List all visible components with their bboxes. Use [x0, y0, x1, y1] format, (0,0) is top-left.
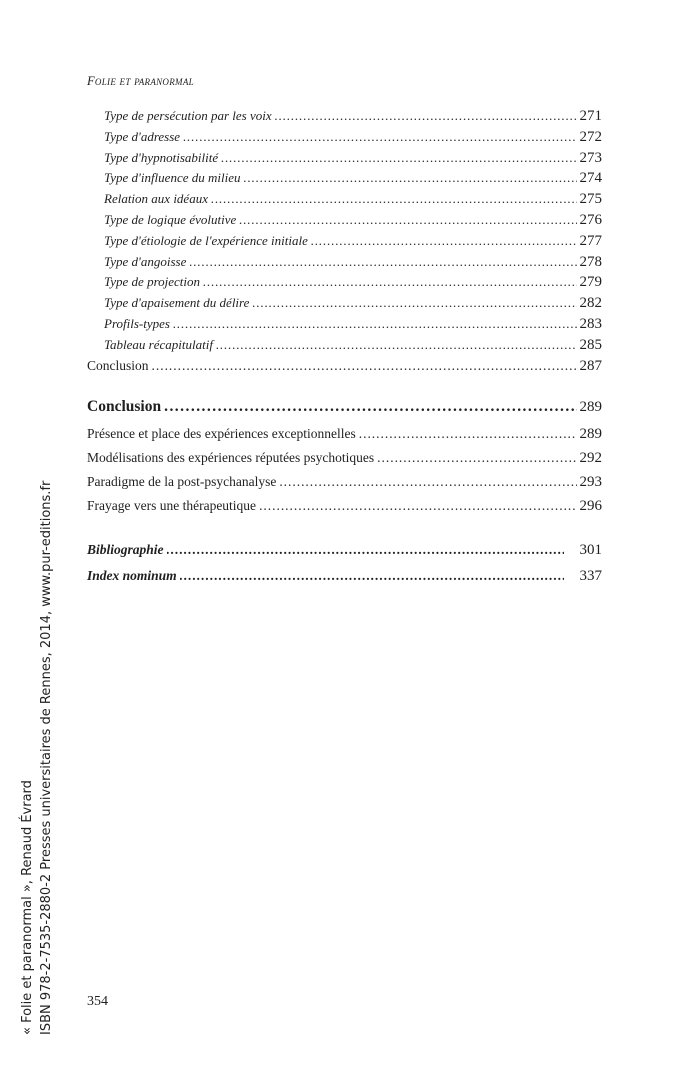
toc-major-label: Bibliographie: [87, 541, 164, 557]
toc-entry[interactable]: [87, 170, 602, 191]
toc-entry-page: 271: [579, 108, 602, 124]
toc-entry[interactable]: [87, 337, 602, 358]
dot-leader: [203, 274, 576, 290]
toc-section-page: 296: [579, 497, 602, 514]
dot-leader: [152, 358, 577, 374]
toc-entry-label: Type de logique évolutive: [104, 211, 237, 227]
dot-leader: [279, 474, 576, 490]
side-note-isbn-line: ISBN 978-2-7535-2880-2 Presses universitaires de Rennes, 2014, www.pur-editions.fr: [39, 480, 54, 1035]
toc-entry-page: 279: [579, 274, 602, 291]
toc-entry-page: 272: [579, 128, 602, 145]
toc-entry-label: Conclusion: [87, 357, 149, 373]
dot-leader: [189, 254, 576, 270]
toc-section-page: 292: [579, 449, 602, 466]
toc-entry-page: 275: [579, 191, 602, 208]
toc-entry[interactable]: [87, 129, 602, 150]
toc-chapter-page: 289: [579, 398, 602, 415]
toc-entry-label: Relation aux idéaux: [104, 191, 208, 207]
toc-section-label: Paradigme de la post-psychanalyse: [87, 473, 277, 489]
toc-entry-label: Type d'angoisse: [104, 253, 187, 269]
dot-leader: [311, 233, 577, 249]
toc-entry[interactable]: [87, 212, 602, 233]
toc-entry-page: 276: [579, 211, 602, 228]
toc-entry[interactable]: [87, 295, 602, 316]
toc-section[interactable]: [87, 450, 602, 474]
toc-entry-label: Profils-types: [104, 315, 170, 331]
toc-major-page: 337: [579, 567, 602, 584]
toc-entry-page: 282: [579, 295, 602, 312]
toc-section-label: Présence et place des expériences exceptionnelles: [87, 425, 356, 441]
toc-entry-label: Type de projection: [104, 274, 201, 290]
toc-entry-label: Tableau récapitulatif: [104, 336, 213, 352]
dot-leader: [180, 568, 564, 584]
toc-section[interactable]: [87, 426, 602, 450]
toc-entry-page: 278: [579, 253, 602, 270]
toc-section-label: Modélisations des expériences réputées psychotiques: [87, 449, 375, 465]
dot-leader: [173, 316, 577, 332]
dot-leader: [221, 150, 576, 166]
dot-leader: [259, 498, 576, 514]
toc-entry[interactable]: [87, 150, 602, 171]
side-note-title-line: « Folie et paranormal », Renaud Évrard: [20, 780, 35, 1035]
dot-leader: [211, 191, 577, 207]
toc-entry-label: Type d'influence du milieu: [104, 170, 241, 186]
toc-entry-page: 277: [579, 232, 602, 249]
dot-leader: [377, 450, 576, 466]
toc-bibliography[interactable]: [87, 542, 602, 568]
toc-entry-label: Type d'hypnotisabilité: [104, 149, 219, 165]
toc-entry-label: Type de persécution par les voix: [104, 108, 272, 123]
toc-entry[interactable]: [87, 316, 602, 337]
toc-chapter-conclusion[interactable]: [87, 398, 602, 426]
toc-section-page: 289: [579, 425, 602, 442]
table-of-contents: [87, 108, 602, 594]
page-number: 354: [87, 994, 108, 1009]
dot-leader: [359, 426, 577, 442]
toc-entry-page: 283: [579, 315, 602, 332]
toc-entry[interactable]: [87, 274, 602, 295]
toc-entry-page: 287: [579, 357, 602, 374]
toc-entry[interactable]: [87, 108, 602, 129]
dot-leader: [252, 295, 576, 311]
toc-entry[interactable]: [87, 191, 602, 212]
toc-entry-label: Type d'adresse: [104, 128, 181, 144]
toc-section-page: 293: [579, 473, 602, 490]
toc-entry-label: Type d'étiologie de l'expérience initiale: [104, 232, 308, 248]
toc-entry-page: 273: [579, 149, 602, 166]
dot-leader: [183, 129, 576, 145]
dot-leader: [164, 398, 576, 416]
dot-leader: [239, 212, 576, 228]
toc-entry-chapter-conclusion[interactable]: [87, 358, 602, 384]
toc-entry-page: 274: [579, 170, 602, 187]
toc-section[interactable]: [87, 498, 602, 522]
toc-major-label: Index nominum: [87, 567, 177, 583]
toc-chapter-label: Conclusion: [87, 397, 162, 415]
spacer: [87, 522, 602, 542]
toc-major-page: 301: [579, 541, 602, 558]
dot-leader: [243, 170, 576, 186]
toc-entry[interactable]: [87, 254, 602, 275]
running-header: Folie et paranormal: [87, 74, 194, 88]
toc-entry[interactable]: [87, 233, 602, 254]
toc-section-label: Frayage vers une thérapeutique: [87, 497, 257, 513]
toc-section[interactable]: [87, 474, 602, 498]
side-copyright-note: [18, 480, 56, 1035]
dot-leader: [275, 108, 577, 124]
dot-leader: [216, 337, 577, 353]
toc-entry-label: Type d'apaisement du délire: [104, 295, 250, 311]
dot-leader: [167, 542, 564, 558]
toc-entry-page: 285: [579, 336, 602, 353]
toc-index[interactable]: [87, 568, 602, 594]
